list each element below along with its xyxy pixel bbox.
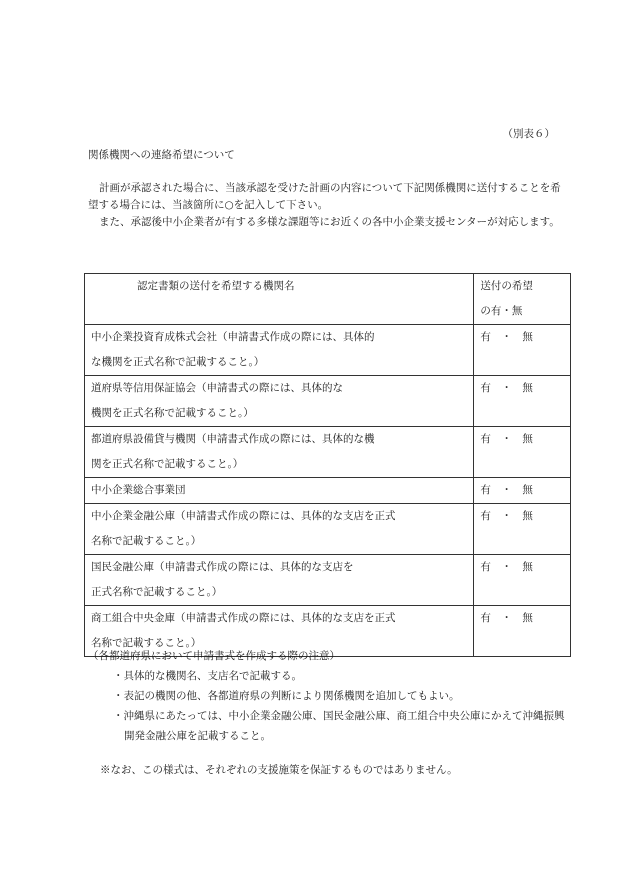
choice-option-text: 有 ・ 無 bbox=[480, 433, 533, 445]
org-cell bbox=[85, 325, 474, 376]
header-choice-line2: の有・無 bbox=[480, 305, 523, 317]
table-row bbox=[85, 376, 571, 427]
choice-option-text: 有 ・ 無 bbox=[480, 382, 533, 394]
choice-cell[interactable] bbox=[474, 325, 571, 376]
notes-list bbox=[88, 666, 573, 746]
choice-cell[interactable] bbox=[474, 504, 571, 555]
header-org-cell bbox=[85, 274, 474, 325]
org-name-line2: 名称で記載すること。） bbox=[91, 637, 202, 649]
choice-option-text: 有 ・ 無 bbox=[480, 510, 533, 522]
intro-paragraph-1: 計画が承認された場合に、当該承認を受けた計画の内容について下記関係機関に送付することを希望する場合には、当該箇所に○を記入して下さい。 bbox=[88, 182, 561, 211]
table-row bbox=[85, 325, 571, 376]
table-row bbox=[85, 478, 571, 504]
choice-option-text: 有 ・ 無 bbox=[480, 612, 533, 624]
org-name-line1: 商工組合中央金庫（申請書式作成の際には、具体的な支店を正式 bbox=[91, 612, 396, 624]
intro-text bbox=[88, 180, 570, 231]
list-item: ・表記の機関の他、各都道府県の判断により関係機関を追加してもよい。 bbox=[113, 690, 460, 702]
document-number: （別表６） bbox=[502, 128, 555, 140]
choice-option-text: 有 ・ 無 bbox=[480, 331, 533, 343]
org-name-line2: 正式名称で記載すること。） bbox=[91, 586, 223, 598]
choice-cell[interactable] bbox=[474, 376, 571, 427]
org-cell bbox=[85, 427, 474, 478]
list-item: ・沖縄県にあたっては、中小企業金融公庫、国民金融公庫、商工組合中央公庫にかえて沖縄振興開発金融公庫を記載すること。 bbox=[113, 710, 565, 742]
org-name-line1: 中小企業投資育成株式会社（申請書式作成の際には、具体的 bbox=[91, 331, 375, 343]
org-cell bbox=[85, 478, 474, 504]
notes-title: （各都道府県において申請書式を作成する際の注意） bbox=[88, 650, 340, 662]
org-name-line2: 機関を正式名称で記載すること。） bbox=[91, 407, 254, 419]
org-name-line1: 国民金融公庫（申請書式作成の際には、具体的な支店を bbox=[91, 561, 354, 573]
table-row bbox=[85, 504, 571, 555]
org-name-line1: 都道府県設備貸与機関（申請書式作成の際には、具体的な機 bbox=[91, 433, 375, 445]
header-org-label: 認定書類の送付を希望する機関名 bbox=[137, 280, 295, 292]
org-name-line1: 中小企業金融公庫（申請書式作成の際には、具体的な支店を正式 bbox=[91, 510, 396, 522]
org-cell bbox=[85, 504, 474, 555]
choice-cell[interactable] bbox=[474, 427, 571, 478]
intro-paragraph-2: また、承認後中小企業者が有する多様な課題等にお近くの各中小企業支援センターが対応します。 bbox=[99, 216, 560, 228]
org-cell bbox=[85, 376, 474, 427]
table-header-row bbox=[85, 274, 571, 325]
choice-cell[interactable] bbox=[474, 478, 571, 504]
org-name-line1: 道府県等信用保証協会（申請書式の際には、具体的な bbox=[91, 382, 343, 394]
choice-option-text: 有 ・ 無 bbox=[480, 561, 533, 573]
list-item: ・具体的な機関名、支店名で記載する。 bbox=[113, 670, 302, 682]
header-choice-line1: 送付の希望 bbox=[480, 280, 533, 292]
institution-table bbox=[84, 273, 571, 657]
page-title: 関係機関への連絡希望について bbox=[88, 149, 235, 161]
notes-section bbox=[88, 646, 573, 746]
table-row bbox=[85, 427, 571, 478]
org-name-line2: な機関を正式名称で記載すること。） bbox=[91, 356, 265, 368]
header-choice-cell bbox=[474, 274, 571, 325]
choice-cell[interactable] bbox=[474, 555, 571, 606]
org-name-line2: 名称で記載すること。） bbox=[91, 535, 202, 547]
org-name-line2: 関を正式名称で記載すること。） bbox=[91, 458, 244, 470]
choice-option-text: 有 ・ 無 bbox=[480, 484, 533, 496]
org-name-line1: 中小企業総合事業団 bbox=[91, 484, 186, 496]
org-cell bbox=[85, 555, 474, 606]
table-row bbox=[85, 555, 571, 606]
disclaimer-note: ※なお、この様式は、それぞれの支援施策を保証するものではありません。 bbox=[100, 764, 458, 776]
